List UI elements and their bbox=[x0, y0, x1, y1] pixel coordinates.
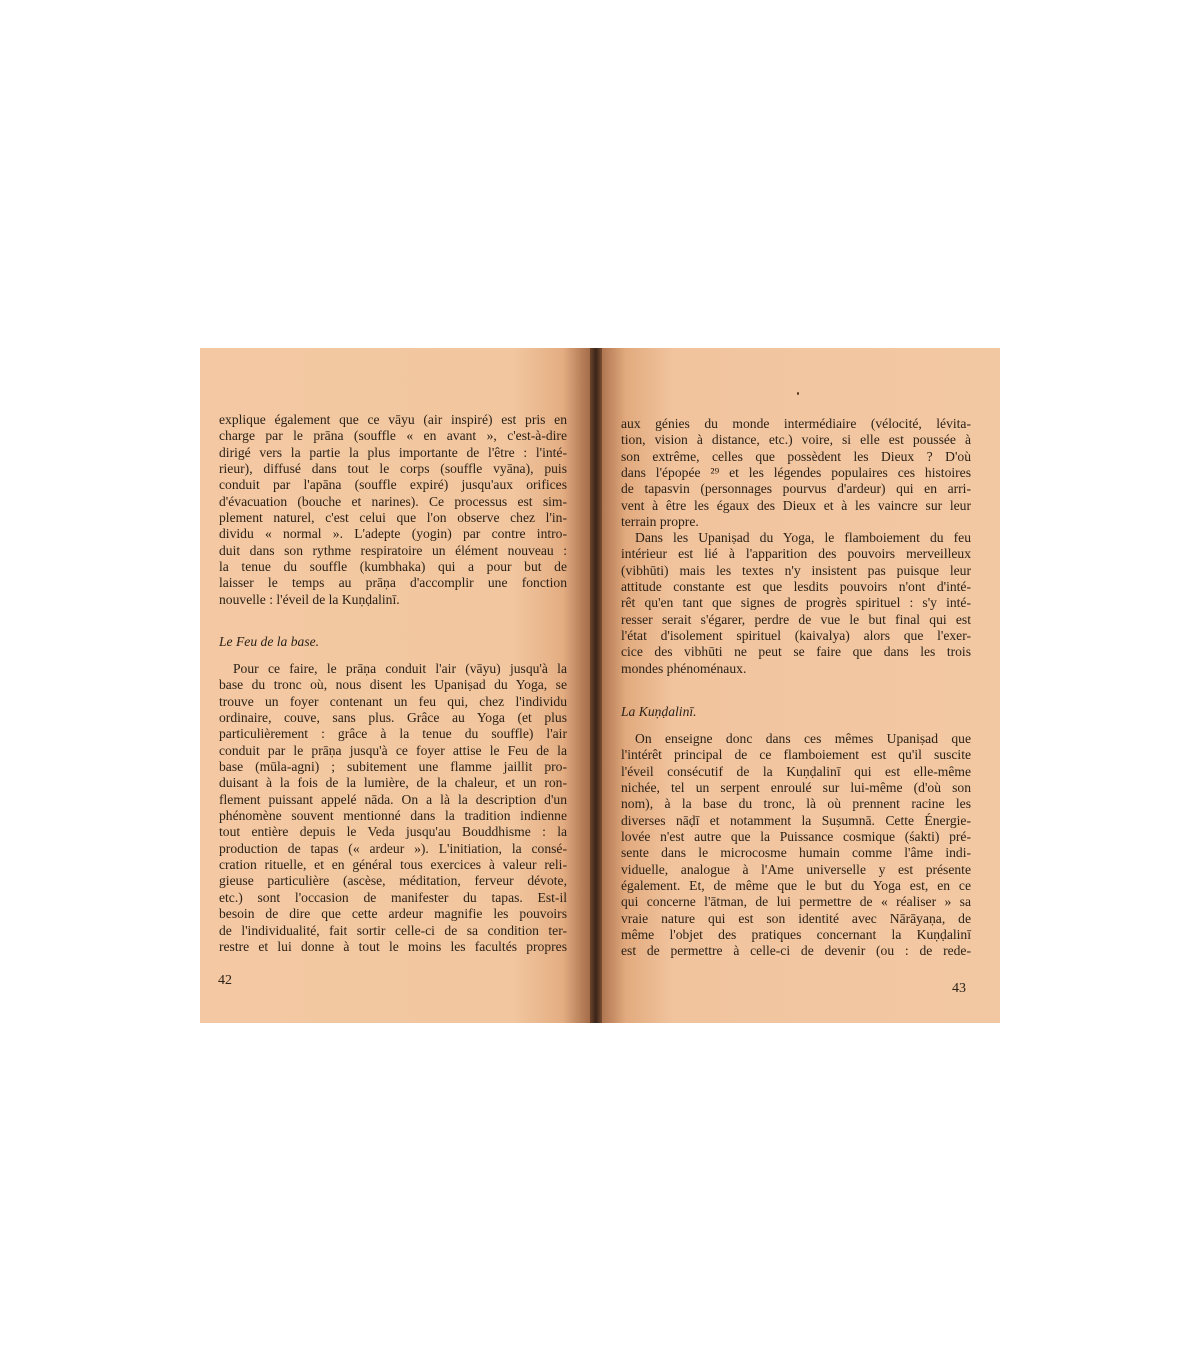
text-line: nichée, tel un serpent enroulé sur lui-même (d'où son bbox=[621, 780, 971, 796]
ink-speck bbox=[797, 392, 799, 395]
text-line: est de permettre à celle-ci de devenir (ou : de rede- bbox=[621, 943, 971, 959]
left-paragraph-2 bbox=[219, 661, 567, 955]
text-line: conduit par l'apāna (souffle expiré) jusqu'aux orifices bbox=[219, 477, 567, 493]
text-line: lovée n'est autre que la Puissance cosmique (śakti) pré- bbox=[621, 829, 971, 845]
text-line: aux génies du monde intermédiaire (vélocité, lévita- bbox=[621, 416, 971, 431]
text-line: de l'individualité, fait sortir celle-ci de sa condition ter- bbox=[219, 922, 567, 938]
text-line: production de tapas (« ardeur »). L'initiation, la consé- bbox=[219, 840, 567, 856]
book-spread bbox=[200, 348, 1000, 1023]
text-line: viduelle, analogue à l'Ame universelle y est présente bbox=[621, 861, 971, 877]
text-line: besoin de dire que cette ardeur magnifie les pouvoirs bbox=[219, 906, 567, 922]
text-line: dirigé vers la partie la plus importante de l'être : l'inté- bbox=[219, 444, 567, 460]
text-line: laisser le temps au prāṇa d'accomplir une fonction bbox=[219, 575, 567, 591]
section-heading: La Kuṇḍalinī. bbox=[621, 704, 697, 719]
text-line: nouvelle : l'éveil de la Kuṇḍalinī. bbox=[219, 591, 400, 607]
text-line: base (mūla-agni) ; subitement une flamme jaillit pro- bbox=[219, 759, 567, 775]
text-line: On enseigne donc dans ces mêmes Upaniṣad que bbox=[635, 731, 971, 746]
right-page bbox=[602, 348, 1000, 1023]
text-line: phénomène souvent mentionné dans la tradition indienne bbox=[219, 808, 567, 824]
text-line: conduit par le prāṇa jusqu'à ce foyer attise le Feu de la bbox=[219, 742, 567, 758]
text-line: resser serait s'égarer, perdre de vue le but final qui est bbox=[621, 611, 971, 627]
text-line: même l'objet des pratiques concernant la Kuṇḍalinī bbox=[621, 927, 971, 943]
right-paragraph-3 bbox=[621, 731, 971, 960]
text-line: rêt qu'en tant que signes de progrès spirituel : s'y inté- bbox=[621, 595, 971, 611]
text-line: cration rituelle, et en général tous exercices à valeur reli- bbox=[219, 857, 567, 873]
text-line: ordinaire, couve, sans plus. Grâce au Yoga (et plus bbox=[219, 710, 567, 726]
text-line: sente dans le microcosme humain comme l'âme indi- bbox=[621, 845, 971, 861]
page-number: 43 bbox=[952, 981, 966, 996]
text-line: dividu « normal ». L'adepte (yogin) par contre intro- bbox=[219, 526, 567, 542]
text-line: vent à être les égaux des Dieux et à les vaincre sur leur bbox=[621, 497, 971, 513]
text-line: duit dans son rythme respiratoire un élément nouveau : bbox=[219, 542, 567, 558]
text-line: d'évacuation (bouche et narines). Ce processus est sim- bbox=[219, 493, 567, 509]
text-line: Dans les Upaniṣad du Yoga, le flamboiement du feu bbox=[635, 530, 971, 545]
text-line: l'intérêt principal de ce flamboiement est qu'il suscite bbox=[621, 747, 971, 763]
text-line: particulièrement : grâce à la tenue du souffle) l'air bbox=[219, 726, 567, 742]
text-line: flement puissant appelé nāda. On a là la description d'un bbox=[219, 791, 567, 807]
text-line: (vibhūti) mais les textes n'y insistent pas puisque leur bbox=[621, 562, 971, 578]
page-number: 42 bbox=[218, 973, 232, 988]
text-line: base du tronc où, nous disent les Upaniṣad du Yoga, se bbox=[219, 677, 567, 693]
text-line: intérieur est lié à l'apparition des pouvoirs merveilleux bbox=[621, 546, 971, 562]
text-line: l'éveil consécutif de la Kuṇḍalinī qui est elle-même bbox=[621, 763, 971, 779]
text-line: duisant à la fois de la lumière, de la chaleur, et un ron- bbox=[219, 775, 567, 791]
text-line: plement naturel, c'est celui que l'on observe chez l'in- bbox=[219, 510, 567, 526]
text-line: gieuse particulière (ascèse, méditation, ferveur dévote, bbox=[219, 873, 567, 889]
text-line: tout entière depuis le Veda jusqu'au Bouddhisme : la bbox=[219, 824, 567, 840]
text-line: l'état d'isolement spirituel (kaivalya) alors que l'exer- bbox=[621, 628, 971, 644]
text-line: charge par le prāna (souffle « en avant », c'est-à-dire bbox=[219, 428, 567, 444]
text-line: diverses nāḍī et notamment la Suṣumnā. Cette Énergie- bbox=[621, 812, 971, 828]
text-line: la tenue du souffle (kumbhaka) qui a pour but de bbox=[219, 559, 567, 575]
text-line: explique également que ce vāyu (air inspiré) est pris en bbox=[219, 412, 567, 427]
text-line: également. Et, de même que le but du Yoga est, en ce bbox=[621, 878, 971, 894]
text-line: vraie nature qui est son identité avec Nārāyaṇa, de bbox=[621, 910, 971, 926]
book-gutter bbox=[590, 348, 602, 1023]
text-line: trouve un foyer contenant un feu qui, chez l'individu bbox=[219, 693, 567, 709]
text-line: Pour ce faire, le prāṇa conduit l'air (vāyu) jusqu'à la bbox=[233, 661, 567, 676]
text-line: de tapasvin (personnages pourvus d'ardeur) qui en arri- bbox=[621, 481, 971, 497]
text-line: cice des vibhūti ne peut se faire que dans les trois bbox=[621, 644, 971, 660]
left-paragraph-1 bbox=[219, 412, 567, 608]
text-line: terrain propre. bbox=[621, 514, 699, 530]
left-page bbox=[200, 348, 590, 1023]
text-line: rieur), diffusé dans tout le corps (souffle vyāna), puis bbox=[219, 461, 567, 477]
right-paragraph-1 bbox=[621, 416, 971, 530]
text-line: son extrême, celles que possèdent les Dieux ? D'où bbox=[621, 448, 971, 464]
text-line: dans l'épopée ²⁹ et les légendes populaires ces histoires bbox=[621, 465, 971, 481]
text-line: attitude constante est que lesdits pouvoirs n'ont d'inté- bbox=[621, 579, 971, 595]
right-section-heading-block bbox=[621, 704, 971, 720]
text-line: tion, vision à distance, etc.) voire, si elle est poussée à bbox=[621, 432, 971, 448]
section-heading: Le Feu de la base. bbox=[219, 634, 320, 649]
text-line: restre et lui donne à tout le moins les facultés propres bbox=[219, 938, 567, 954]
text-line: mondes phénoménaux. bbox=[621, 660, 747, 676]
left-section-heading-block bbox=[219, 634, 567, 650]
text-line: qui concerne l'ātman, de lui permettre de « réaliser » sa bbox=[621, 894, 971, 910]
text-line: etc.) sont l'occasion de manifester du tapas. Est-il bbox=[219, 889, 567, 905]
text-line: nom), à la base du tronc, là où prennent racine les bbox=[621, 796, 971, 812]
right-paragraph-2 bbox=[621, 530, 971, 677]
